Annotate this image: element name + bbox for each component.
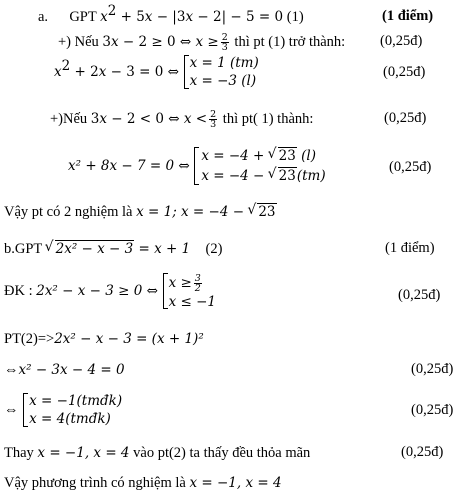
case2-prefix: +)Nếu	[50, 111, 88, 127]
pt2-line	[4, 330, 204, 348]
solution-system-1: x = 1 (tm) x = −3 (l)	[183, 54, 259, 90]
case2-line	[50, 110, 313, 129]
case1-condition: 3x − 2 ≥ 0 ⇔ x ≥	[102, 34, 219, 50]
equation-2: $x^2 + 2x - 3 = 0$ ⇔	[54, 58, 179, 80]
final-math: x = −1, x = 4	[189, 475, 282, 491]
case1-line	[58, 33, 345, 52]
case2-condition: 3x − 2 < 0 ⇔ x <	[90, 111, 208, 127]
solutions-b-line: ⇔ x = −1(tmđk) x = 4(tmđk)	[4, 393, 123, 427]
gpt-label: GPT	[69, 9, 97, 25]
fraction-three-halves: $\frac{3}{2}$	[194, 273, 201, 294]
score-dk: (0,25đ)	[398, 287, 441, 303]
score-equiv: (0,25đ)	[411, 361, 454, 377]
fraction-two-thirds: $\frac{2}{3}$	[221, 32, 228, 54]
equiv-expression: x² − 3x − 4 = 0	[18, 362, 125, 378]
fraction-two-thirds-2: $\frac{2}{3}$	[210, 109, 217, 131]
check-line	[4, 444, 310, 462]
check-post: vào pt(2) ta thấy đều thỏa mãn	[133, 445, 311, 461]
conclusion-a-math: x = 1; x = −4 − √ 23	[136, 204, 276, 220]
case2-then: thì pt( 1) thành:	[222, 111, 314, 127]
part-a-points: (1 điểm)	[382, 8, 434, 24]
final-text: Vậy phương trình có nghiệm là	[4, 475, 186, 491]
equation-tag-1: (1)	[286, 9, 304, 25]
part-a-label: a.	[38, 9, 49, 25]
equation-3: x² + 8x − 7 = 0 ⇔	[68, 158, 190, 174]
check-math: x = −1, x = 4	[37, 445, 130, 461]
score-check: (0,25đ)	[401, 444, 444, 460]
score-eq2: (0,25đ)	[383, 64, 426, 80]
score-case1: (0,25đ)	[380, 33, 423, 49]
dk-label: ĐK :	[4, 283, 33, 299]
case1-then: thì pt (1) trở thành:	[234, 34, 346, 50]
equiv-line: ⇔x² − 3x − 4 = 0	[4, 362, 125, 378]
condition-line	[4, 272, 216, 310]
dk-system: x ≥ $\frac{3}{2}$ x ≤ −1	[162, 272, 216, 310]
part-b-title: b.GPT	[4, 241, 43, 257]
part-b-points: (1 điểm)	[385, 240, 435, 256]
part-b-equation-line	[4, 240, 222, 258]
check-pre: Thay	[4, 445, 34, 461]
score-case2: (0,25đ)	[384, 110, 427, 126]
solution-system-b: x = −1(tmđk) x = 4(tmđk)	[22, 392, 122, 428]
equation-3-line	[68, 146, 326, 186]
equation-tag-2: (2)	[205, 241, 223, 257]
equation-2-line	[54, 54, 259, 90]
score-eq3: (0,25đ)	[389, 159, 432, 175]
pt2-expression: 2x² − x − 3 = (x + 1)²	[54, 331, 204, 347]
score-sol: (0,25đ)	[411, 402, 454, 418]
final-line	[4, 474, 282, 492]
conclusion-a-text: Vậy pt có 2 nghiệm là	[4, 204, 133, 220]
part-a-equation-line	[38, 3, 304, 26]
conclusion-a-line	[4, 203, 277, 221]
equation-b: √ 2x² − x − 3 = x + 1	[46, 241, 191, 257]
dk-expression: 2x² − x − 3 ≥ 0 ⇔	[36, 283, 158, 299]
solution-system-2: x = −4 + √ 23 (l) x = −4 − √ 23(tm)	[193, 146, 325, 186]
case1-prefix: +) Nếu	[58, 34, 99, 50]
equation-1: $x^2 + 5x - |3x - 2| - 5 = 0$	[100, 3, 284, 25]
pt2-label: PT(2)=>	[4, 331, 55, 347]
